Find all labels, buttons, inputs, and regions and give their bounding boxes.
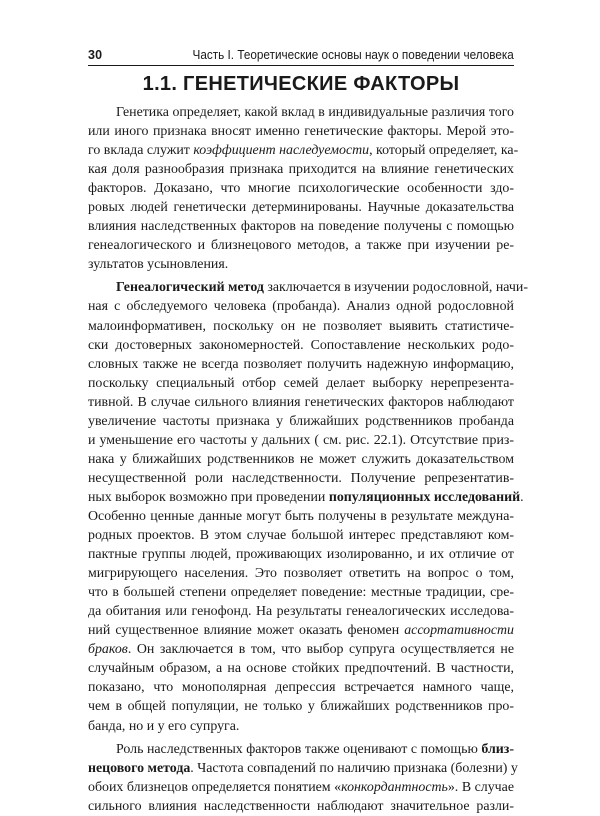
text-line [88, 778, 514, 797]
text-run: обоих близнецов определяется понятием « [88, 779, 342, 795]
text-line: ски достоверных закономерностей. Сопоставление нескольких родо- [88, 337, 514, 353]
section-title: 1.1. ГЕНЕТИЧЕСКИЕ ФАКТОРЫ [142, 73, 460, 95]
text-line: тивной. В случае сильного влияния генетических факторов наблюдают [88, 394, 514, 410]
text-run: . [520, 489, 524, 505]
text-run: . Частота совпадений по наличию признака (болезни) у [190, 760, 518, 776]
text-line [88, 640, 514, 659]
term-genealogical-method: Генеалогический метод [116, 280, 264, 296]
text-line: ровых людей генетически детерминированы. Научные доказательства [88, 200, 514, 216]
text-line: зультатов усыновления. [88, 257, 229, 273]
text-run: . Он заключается в том, что выбор супруга осуществляется не [127, 642, 514, 658]
term-heritability: коэффициент наследуемости [193, 143, 370, 159]
term-assortative-mating-cont: браков [88, 642, 128, 658]
text-line [88, 740, 514, 759]
body-text [88, 103, 528, 816]
text-line: словных также не всегда позволяет получить надежную информацию, [88, 356, 514, 372]
term-assortative-mating: ассортативности [404, 623, 514, 639]
text-line: и уменьшение его частоты у дальних ( см. рис. 22.1). Отсутствие приз- [88, 432, 514, 448]
text-line: сильного влияния наследственности наблюдают значительное разли- [88, 798, 514, 814]
text-line: мигрирующего населения. Это позволяет ответить на вопрос о том, [88, 566, 514, 582]
text-line: нака у ближайших родственников не может служить доказательством [88, 451, 514, 467]
text-run: го вклада служит [88, 143, 194, 159]
text-line: Генетика определяет, какой вклад в индивидуальные различия того [116, 105, 514, 120]
term-twin-method: близ- [481, 741, 514, 757]
text-run: ных выборок возможно при проведении [88, 489, 329, 505]
text-line [88, 278, 528, 297]
text-line: показано, что монополярная депрессия встречается намного чаще, [88, 680, 514, 696]
text-run: заключается в изучении родословной, начи- [263, 280, 528, 296]
paragraph-genealogical-method [88, 278, 528, 735]
text-line: несущественной роли наследственности. Получение репрезентатив- [88, 470, 514, 486]
page-header [88, 47, 514, 66]
text-line: чем в общей популяции, не только у ближайших родственников про- [88, 699, 514, 715]
text-line: увеличение частоты признака у ближайших родственников пробанда [88, 413, 514, 429]
text-line: родных проектов. В этом случае большой интерес представляют ком- [88, 528, 514, 544]
text-run: ний существенное влияние может оказать феномен [88, 623, 405, 639]
text-line: генеалогического и близнецового методов, а также при изучении ре- [88, 238, 514, 254]
text-line: кая доля разнообразия признака приходится на влияние генетических [88, 162, 514, 178]
paragraph-genetics-intro [88, 103, 519, 274]
running-title: Часть I. Теоретические основы наук о поведении человека [192, 48, 514, 62]
term-twin-method-cont: нецового метода [88, 760, 191, 776]
text-line: малоинформативен, поскольку он не позволяет выявить статистиче- [88, 318, 514, 334]
text-line: банда, но и у его супруга. [88, 718, 240, 734]
text-line: Особенно ценные данные могут быть получены в результате междуна- [88, 508, 514, 524]
text-line: да обитания или генофонд. На результаты генеалогических исследова- [88, 604, 514, 620]
text-line [88, 621, 514, 640]
page-number: 30 [88, 48, 103, 62]
term-concordance: конкордантность [341, 779, 448, 795]
term-population-studies: популяционных исследований [328, 489, 521, 505]
text-line: поскольку специальный отбор семей делает выборку нерепрезента- [88, 375, 514, 391]
paragraph-twin-method [88, 740, 518, 816]
text-line: или иного признака вносят именно генетические факторы. Мерой это- [88, 124, 514, 140]
text-line [88, 141, 519, 160]
text-line: влияния наследственных факторов на поведение получены с помощью [88, 219, 514, 235]
text-run: ». В случае [447, 779, 514, 795]
text-line [88, 488, 524, 507]
text-run: , который определяет, ка- [369, 143, 519, 159]
text-line: пактные группы людей, проживающих изолированно, и их отличие от [88, 547, 514, 563]
text-line: что в большей степени определяет поведение: местные традиции, сре- [88, 585, 514, 601]
text-line: факторов. Доказано, что многие психологические особенности здо- [88, 181, 514, 197]
text-line: ная с обследуемого человека (пробанда). Анализ одной родословной [88, 299, 514, 315]
text-line: случайным образом, а на основе стойких предпочтений. В частности, [88, 661, 514, 677]
text-run: Роль наследственных факторов также оценивают с помощью [116, 741, 482, 757]
text-line [88, 759, 518, 778]
